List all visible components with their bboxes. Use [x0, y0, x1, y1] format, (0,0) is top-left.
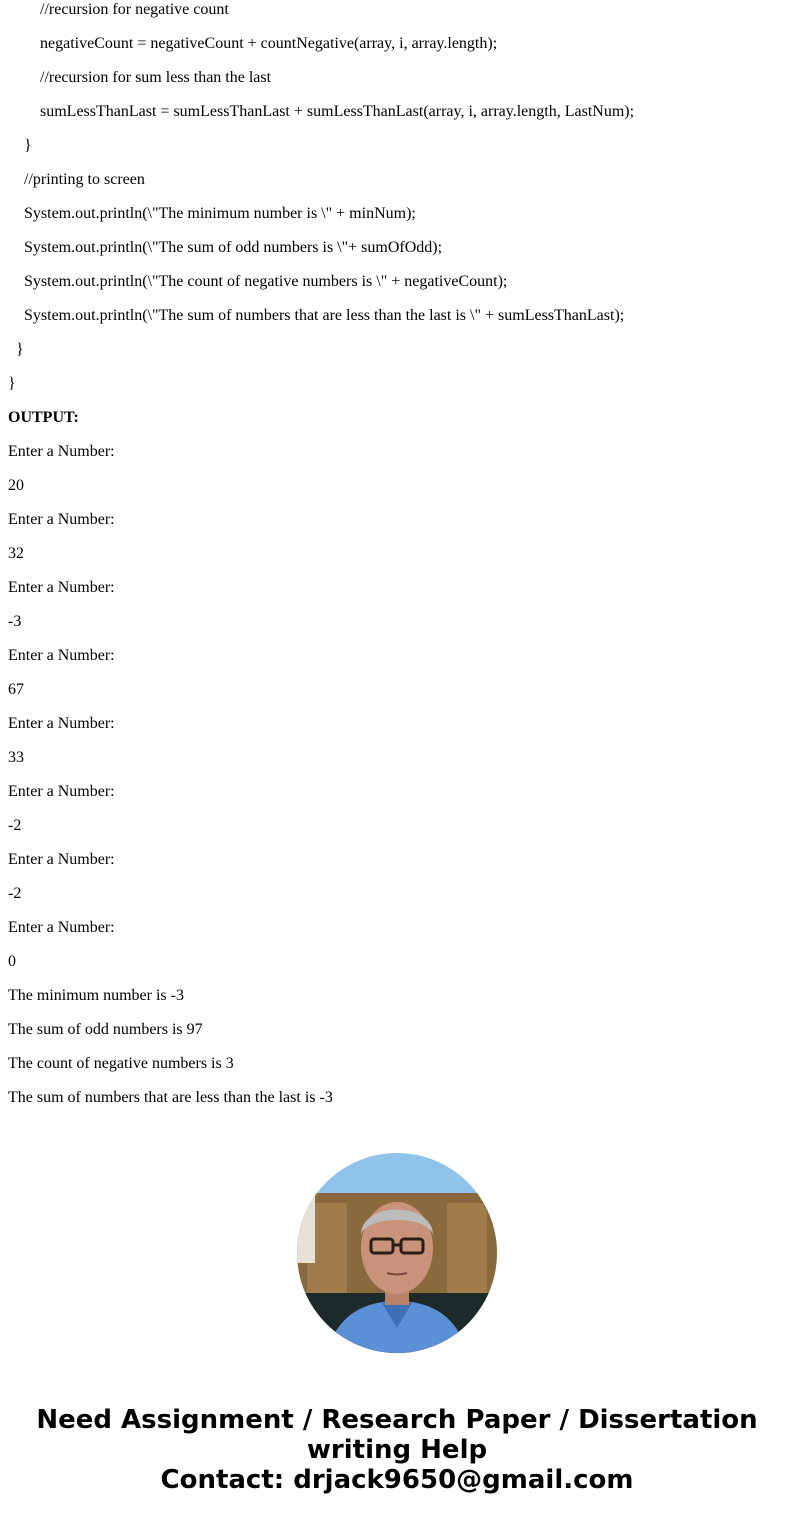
code-line: //recursion for negative count	[8, 1, 229, 18]
output-line: Enter a Number:	[8, 783, 115, 800]
output-line: 32	[8, 545, 24, 562]
code-line: }	[8, 341, 24, 358]
output-line: The count of negative numbers is 3	[8, 1055, 234, 1072]
code-line: }	[8, 137, 32, 154]
output-line: -3	[8, 613, 22, 630]
output-line: The sum of odd numbers is 97	[8, 1021, 203, 1038]
output-line: Enter a Number:	[8, 647, 115, 664]
code-line: }	[8, 375, 16, 392]
output-line: Enter a Number:	[8, 579, 115, 596]
code-line: System.out.println(\"The minimum number is \" + minNum);	[8, 205, 416, 222]
output-heading: OUTPUT:	[8, 409, 79, 426]
author-avatar	[297, 1153, 497, 1353]
output-line: Enter a Number:	[8, 851, 115, 868]
code-line: //printing to screen	[8, 171, 145, 188]
code-line: //recursion for sum less than the last	[8, 69, 272, 86]
output-line: -2	[8, 817, 22, 834]
output-line: Enter a Number:	[8, 443, 115, 460]
portrait-icon	[297, 1153, 497, 1353]
output-line: Enter a Number:	[8, 715, 115, 732]
code-line: negativeCount = negativeCount + countNegative(array, i, array.length);	[8, 35, 498, 52]
output-line: -2	[8, 885, 22, 902]
output-line: Enter a Number:	[8, 511, 115, 528]
output-line: Enter a Number:	[8, 919, 115, 936]
code-line: sumLessThanLast = sumLessThanLast + sumLessThanLast(array, i, array.length, LastNum);	[8, 103, 635, 120]
code-line: System.out.println(\"The sum of numbers that are less than the last is \" + sumLessThanLast);	[8, 307, 625, 324]
code-line: System.out.println(\"The sum of odd numbers is \"+ sumOfOdd);	[8, 239, 443, 256]
output-line: 20	[8, 477, 24, 494]
promo-line-2: writing Help	[306, 1435, 488, 1465]
output-line: The minimum number is -3	[8, 987, 184, 1004]
output-line: 0	[8, 953, 16, 970]
code-line: System.out.println(\"The count of negative numbers is \" + negativeCount);	[8, 273, 508, 290]
output-line: The sum of numbers that are less than the last is -3	[8, 1089, 333, 1106]
output-line: 67	[8, 681, 24, 698]
promo-contact: Contact: drjack9650@gmail.com	[160, 1465, 634, 1495]
promo-line-1: Need Assignment / Research Paper / Dissertation	[36, 1405, 758, 1435]
output-line: 33	[8, 749, 24, 766]
